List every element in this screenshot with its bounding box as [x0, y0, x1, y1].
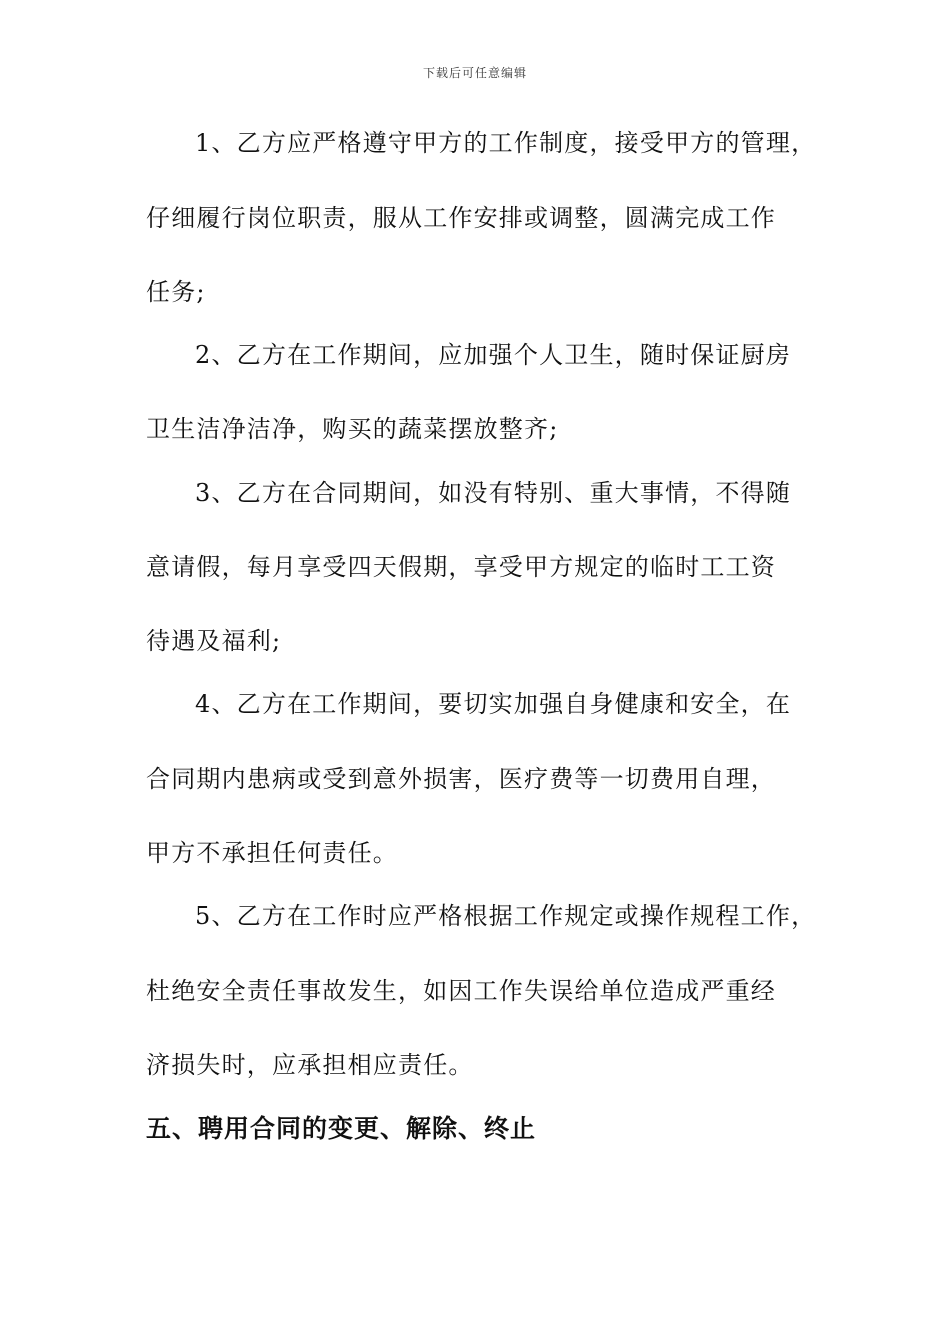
paragraph-3-line-1: 3、乙方在合同期间，如没有特别、重大事情，不得随 [195, 479, 792, 507]
paragraph-1-line-2: 仔细履行岗位职责，服从工作安排或调整，圆满完成工作 [146, 204, 776, 232]
section-heading: 五、聘用合同的变更、解除、终止 [146, 1114, 537, 1143]
paragraph-1-line-3: 任务; [146, 278, 206, 306]
page-header: 下载后可任意编辑 [422, 66, 527, 80]
paragraph-3-line-3: 待遇及福利; [146, 627, 282, 655]
paragraph-5-line-3: 济损失时，应承担相应责任。 [146, 1051, 474, 1079]
paragraph-3-line-2: 意请假，每月享受四天假期，享受甲方规定的临时工工资 [146, 553, 776, 581]
paragraph-2-line-1: 2、乙方在工作期间，应加强个人卫生，随时保证厨房 [195, 341, 792, 369]
paragraph-4-line-3: 甲方不承担任何责任。 [146, 839, 398, 867]
paragraph-5-line-2: 杜绝安全责任事故发生，如因工作失误给单位造成严重经 [146, 977, 776, 1005]
paragraph-1-line-1: 1、乙方应严格遵守甲方的工作制度，接受甲方的管理， [195, 129, 817, 157]
paragraph-4-line-1: 4、乙方在工作期间，要切实加强自身健康和安全，在 [195, 690, 792, 718]
paragraph-2-line-2: 卫生洁净洁净，购买的蔬菜摆放整齐; [146, 415, 559, 443]
paragraph-4-line-2: 合同期内患病或受到意外损害，医疗费等一切费用自理， [146, 765, 776, 793]
paragraph-5-line-1: 5、乙方在工作时应严格根据工作规定或操作规程工作， [195, 902, 817, 930]
